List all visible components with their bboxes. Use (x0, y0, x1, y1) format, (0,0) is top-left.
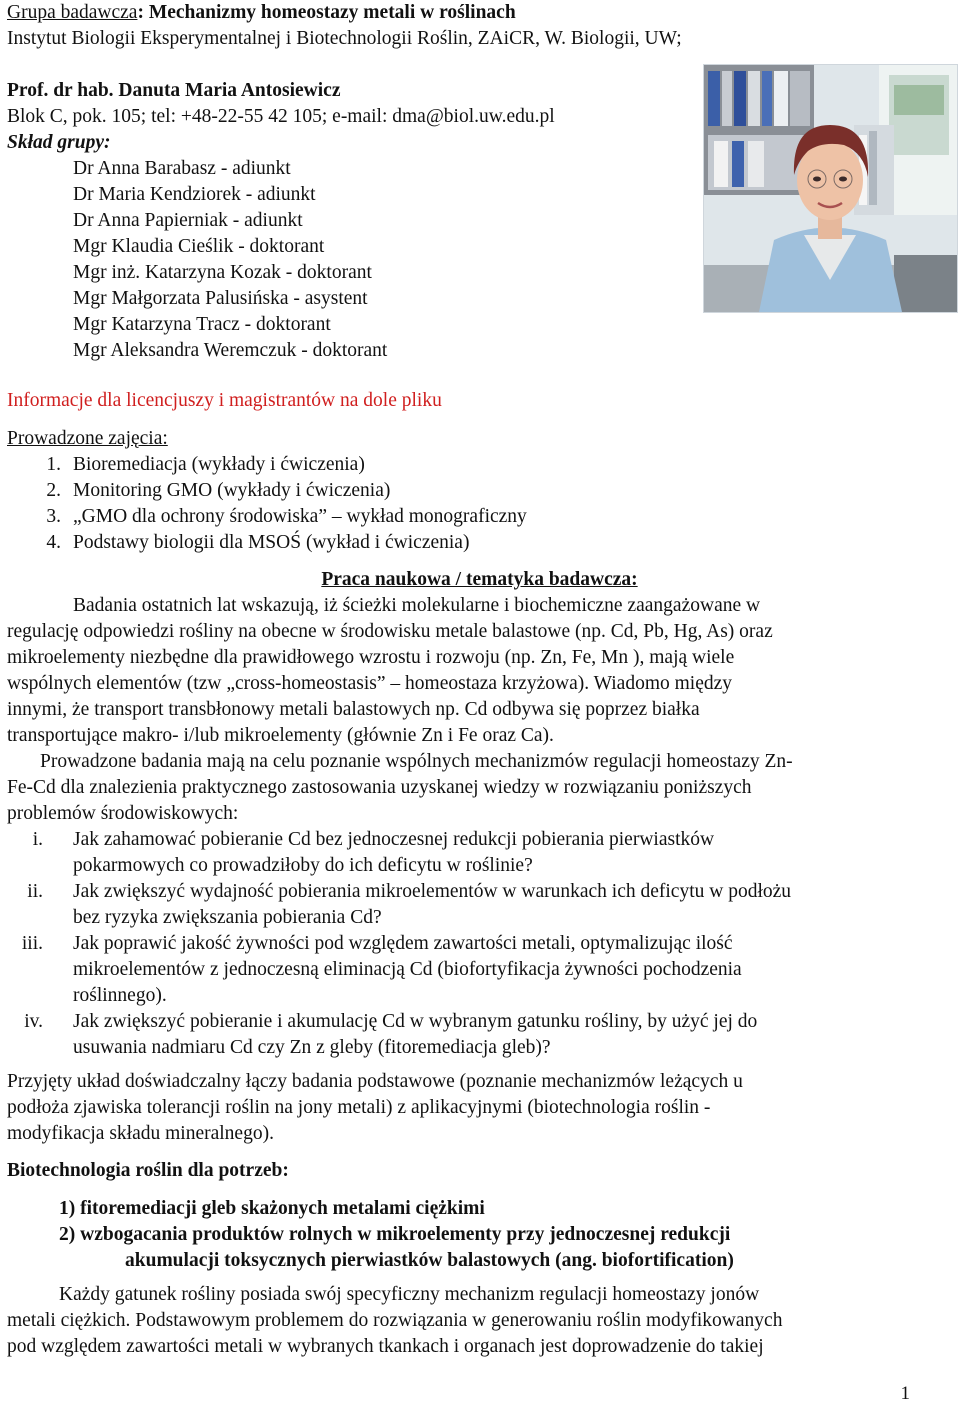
question-number: iv. (24, 1011, 43, 1032)
team-member: Dr Anna Barabasz - adiunkt (73, 158, 291, 179)
team-list (7, 156, 555, 364)
course-item (7, 530, 947, 556)
team-member: Mgr inż. Katarzyna Kozak - doktorant (73, 262, 372, 283)
question-text (7, 827, 952, 879)
page-number: 1 (900, 1383, 910, 1404)
courses-block (7, 426, 947, 556)
question-line: Jak poprawić jakość żywności pod względem zawartości metali, optymalizując ilość (73, 933, 733, 954)
paragraph-line: pod względem zawartości metali w wybranych tkankach i organach jest doprowadzenie do takiej (7, 1336, 764, 1357)
biotech-item-2-cont: akumulacji toksycznych pierwiastków balastowych (ang. biofortification) (125, 1250, 734, 1271)
course-list (7, 452, 947, 556)
question-item (7, 931, 952, 1009)
notice-line: Informacje dla licencjuszy i magistrantów na dole pliku (7, 390, 442, 411)
course-text: Podstawy biologii dla MSOŚ (wykład i ćwiczenia) (73, 532, 470, 553)
question-item (7, 827, 952, 879)
question-number: iii. (21, 933, 43, 954)
header (7, 0, 682, 52)
leader-block (7, 78, 555, 364)
research-questions (7, 827, 952, 1061)
course-text: „GMO dla ochrony środowiska” – wykład monograficzny (73, 506, 527, 527)
paragraph-line: Przyjęty układ doświadczalny łączy badania podstawowe (poznanie mechanizmów leżących u (7, 1071, 743, 1092)
question-line: Jak zwiększyć wydajność pobierania mikroelementów w warunkach ich deficytu w podłożu (73, 881, 792, 902)
team-member: Dr Maria Kendziorek - adiunkt (73, 184, 316, 205)
paragraph-line: Badania ostatnich lat wskazują, iż ścieżki molekularne i biochemiczne zaangażowane w (73, 595, 761, 616)
paragraph-line: regulację odpowiedzi rośliny na obecne w środowisku metale balastowe (np. Cd, Pb, Hg, As) oraz (7, 621, 773, 642)
course-text: Bioremediacja (wykłady i ćwiczenia) (73, 454, 365, 475)
course-number: 4. (46, 532, 61, 553)
research-paragraph-1 (7, 593, 952, 749)
question-line: roślinnego). (73, 985, 167, 1006)
question-item (7, 879, 952, 931)
course-number: 2. (46, 480, 61, 501)
course-item (7, 478, 947, 504)
question-line: Jak zahamować pobieranie Cd bez jednoczesnej redukcji pobierania pierwiastków (73, 829, 715, 850)
question-line: mikroelementów z jednoczesną eliminacją Cd (biofortyfikacja żywności pochodzenia (73, 959, 742, 980)
question-number: ii. (27, 881, 43, 902)
paragraph-line: problemów środowiskowych: (7, 803, 239, 824)
team-heading: Skład grupy: (7, 132, 111, 153)
question-text (7, 931, 952, 1009)
paragraph-line: transportujące makro- i/lub mikroelementy (głównie Zn i Fe oraz Ca). (7, 725, 554, 746)
course-number: 3. (46, 506, 61, 527)
question-text (7, 879, 952, 931)
institute-line: Instytut Biologii Eksperymentalnej i Biotechnologii Roślin, ZAiCR, W. Biologii, UW; (7, 28, 682, 49)
question-line: pokarmowych co prowadziłoby do ich deficytu w roślinie? (73, 855, 533, 876)
paragraph-line: innymi, że transport transbłonowy metali balastowych np. Cd odbywa się poprzez białka (7, 699, 700, 720)
biotech-block (7, 1158, 952, 1274)
paragraph-line: metali ciężkich. Podstawowym problemem do rozwiązania w generowaniu roślin modyfikowanych (7, 1310, 783, 1331)
biotech-item-1: 1) fitoremediacji gleb skażonych metalami ciężkimi (59, 1198, 485, 1219)
courses-heading: Prowadzone zajęcia: (7, 428, 168, 449)
research-block (7, 567, 952, 1061)
biotech-heading: Biotechnologia roślin dla potrzeb: (7, 1160, 289, 1181)
research-paragraph-3 (7, 1069, 952, 1147)
question-line: bez ryzyka zwiększania pobierania Cd? (73, 907, 382, 928)
paragraph-line: mikroelementy niezbędne dla prawidłowego wzrostu i rozwoju (np. Zn, Fe, Mn ), mają wiele (7, 647, 735, 668)
paragraph-line: modyfikacja składu mineralnego). (7, 1123, 274, 1144)
paragraph-line: Fe-Cd dla znalezienia praktycznego zastosowania uzyskanej wiedzy w rozwiązaniu poniższych (7, 777, 752, 798)
course-number: 1. (46, 454, 61, 475)
question-line: usuwania nadmiaru Cd czy Zn z gleby (fitoremediacja gleb)? (73, 1037, 551, 1058)
course-item (7, 504, 947, 530)
team-member: Dr Anna Papierniak - adiunkt (73, 210, 303, 231)
team-member: Mgr Katarzyna Tracz - doktorant (73, 314, 331, 335)
paragraph-line: Prowadzone badania mają na celu poznanie wspólnych mechanizmów regulacji homeostazy Zn- (40, 751, 793, 772)
course-text: Monitoring GMO (wykłady i ćwiczenia) (73, 480, 391, 501)
research-paragraph-2 (7, 749, 952, 827)
team-member: Mgr Klaudia Cieślik - doktorant (73, 236, 325, 257)
question-line: Jak zwiększyć pobieranie i akumulację Cd w wybranym gatunku rośliny, by użyć jej do (73, 1011, 758, 1032)
question-number: i. (32, 829, 43, 850)
paragraph-line: podłoża zjawiska tolerancji roślin na jony metali) z aplikacyjnymi (biotechnologia roślin - (7, 1097, 711, 1118)
course-item (7, 452, 947, 478)
leader-name: Prof. dr hab. Danuta Maria Antosiewicz (7, 80, 341, 101)
research-heading: Praca naukowa / tematyka badawcza: (321, 569, 638, 590)
team-member: Mgr Aleksandra Weremczuk - doktorant (73, 340, 388, 361)
team-member: Mgr Małgorzata Palusińska - asystent (73, 288, 368, 309)
question-item (7, 1009, 952, 1061)
question-text (7, 1009, 952, 1061)
leader-contact: Blok C, pok. 105; tel: +48-22-55 42 105; e-mail: dma@biol.uw.edu.pl (7, 106, 555, 127)
portrait-photo (703, 64, 958, 313)
paragraph-line: Każdy gatunek rośliny posiada swój specyficzny mechanizm regulacji homeostazy jonów (59, 1284, 760, 1305)
closing-paragraph (7, 1282, 952, 1360)
group-label: Grupa badawcza (7, 2, 138, 23)
biotech-item-2: 2) wzbogacania produktów rolnych w mikroelementy przy jednoczesnej redukcji (59, 1224, 731, 1245)
paragraph-line: wspólnych elementów (tzw „cross-homeostasis” – homeostaza krzyżowa). Wiadomo między (7, 673, 733, 694)
group-title: : Mechanizmy homeostazy metali w roślinach (137, 2, 516, 23)
